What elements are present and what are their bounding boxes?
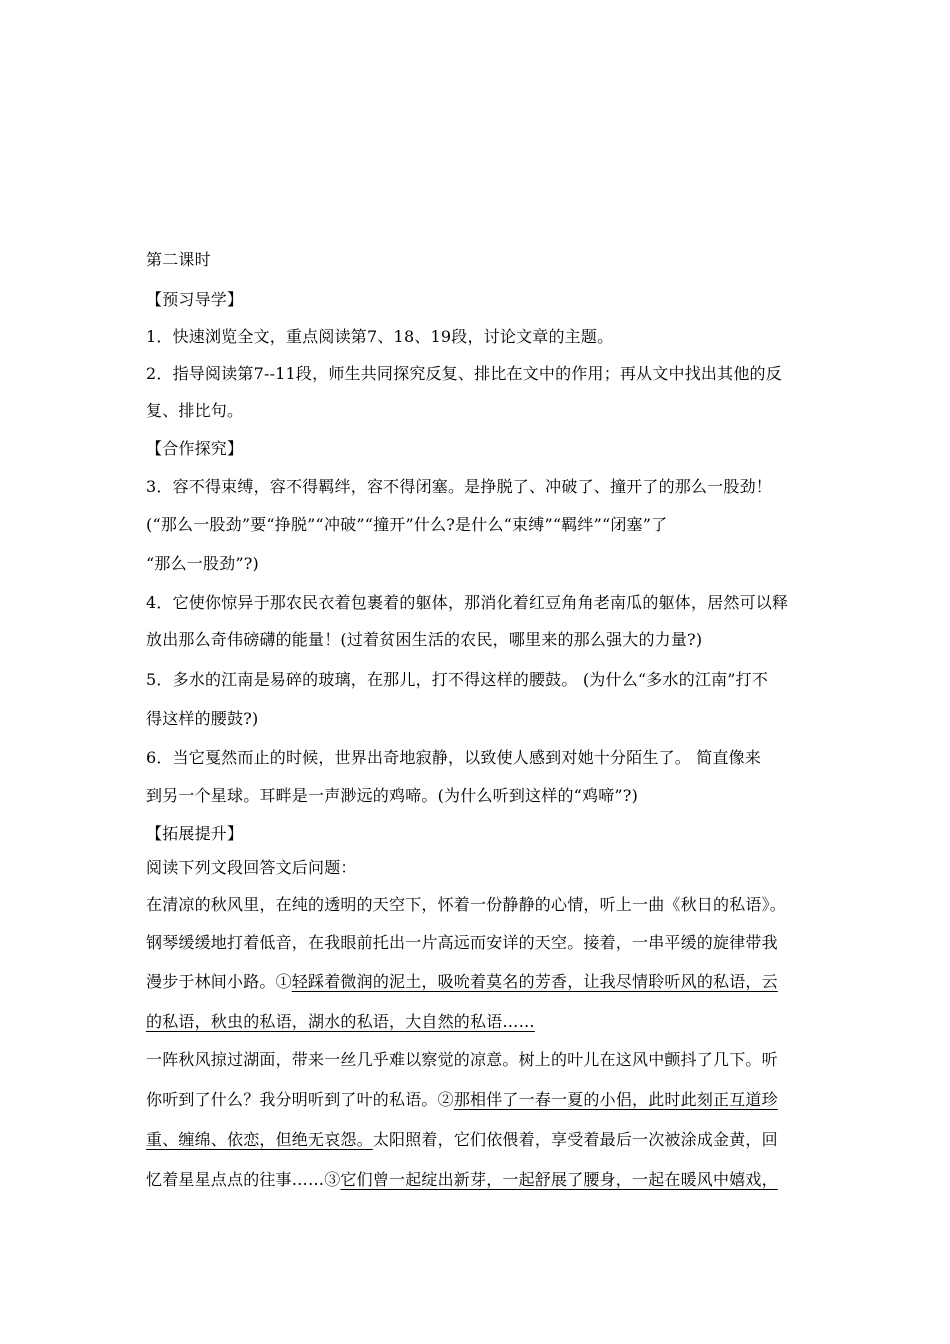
section-title-preview: 【预习导学】 [146,290,244,309]
underlined-sentence-2-part-1: 那相伴了一春一夏的小侣，此时此刻正互道珍 [453,1090,778,1109]
passage-1-line-4 [146,1012,535,1032]
passage-1-line-3 [146,972,778,992]
passage-1-line-2: 钢琴缓缓地打着低音，在我眼前托出一片高远而安详的天空。接着，一串平缓的旋律带我 [146,933,778,952]
passage-1-line-1: 在清凉的秋风里，在纯的透明的天空下，怀着一份静静的心情，听上一曲《秋日的私语》。 [146,895,787,914]
passage-2-line-4-lead: 忆着星星点点的往事……③ [146,1170,341,1189]
cooperate-item-4-line-1: 4．它使你惊异于那农民衣着包裹着的躯体，那消化着红豆角角老南瓜的躯体，居然可以释 [146,593,789,612]
preview-item-2-line-1: 2．指导阅读第7--11段，师生共同探究反复、排比在文中的作用；再从文中找出其他的反 [146,364,782,383]
passage-2-line-3-tail: 太阳照着，它们依偎着，享受着最后一次被涂成金黄，回 [372,1130,778,1149]
extend-intro: 阅读下列文段回答文后问题： [146,858,357,877]
lesson-heading: 第二课时 [146,250,211,269]
underlined-sentence-1-part-1: 轻踩着微润的泥土，吸吮着莫名的芳香，让我尽情聆听风的私语，云 [291,972,778,991]
passage-2-line-4 [146,1170,778,1190]
underlined-sentence-1-part-2: 的私语，秋虫的私语，湖水的私语，大自然的私语…… [146,1012,535,1031]
cooperate-item-5-line-2: 得这样的腰鼓?) [146,709,259,728]
preview-item-2-line-2: 复、排比句。 [146,401,244,420]
passage-2-line-2 [146,1090,778,1110]
passage-2-line-2-lead: 你听到了什么？我分明听到了叶的私语。② [146,1090,454,1109]
passage-2-line-1: 一阵秋风掠过湖面，带来一丝几乎难以察觉的凉意。树上的叶儿在这风中颤抖了几下。听 [146,1050,778,1069]
cooperate-item-5-line-1: 5．多水的江南是易碎的玻璃，在那儿，打不得这样的腰鼓。 (为什么“多水的江南”打不 [146,670,769,689]
underlined-sentence-3: 它们曾一起绽出新芽，一起舒展了腰身，一起在暖风中嬉戏， [340,1170,778,1189]
cooperate-item-3-line-3: “那么一股劲”?) [146,554,259,573]
preview-item-1: 1．快速浏览全文，重点阅读第7、18、19段，讨论文章的主题。 [146,327,614,346]
cooperate-item-6-line-2: 到另一个星球。耳畔是一声渺远的鸡啼。(为什么听到这样的“鸡啼”?) [146,786,639,805]
passage-2-line-3 [146,1130,778,1150]
passage-1-line-3-lead: 漫步于林间小路。① [146,972,292,991]
cooperate-item-6-line-1: 6．当它戛然而止的时候，世界出奇地寂静，以致使人感到对她十分陌生了。 简直像来 [146,748,762,767]
cooperate-item-3-line-1: 3．容不得束缚，容不得羁绊，容不得闭塞。是挣脱了、冲破了、撞开了的那么一股劲！ [146,477,772,496]
cooperate-item-3-line-2: (“那么一股劲”要“挣脱”“冲破”“撞开”什么?是什么“束缚”“羁绊”“闭塞”了 [146,515,668,534]
section-title-cooperate: 【合作探究】 [146,439,244,458]
cooperate-item-4-line-2: 放出那么奇伟磅礴的能量！(过着贫困生活的农民，哪里来的那么强大的力量?) [146,630,703,649]
underlined-sentence-2-part-2: 重、缠绵、依恋，但绝无哀怨。 [146,1130,373,1149]
section-title-extend: 【拓展提升】 [146,824,244,843]
